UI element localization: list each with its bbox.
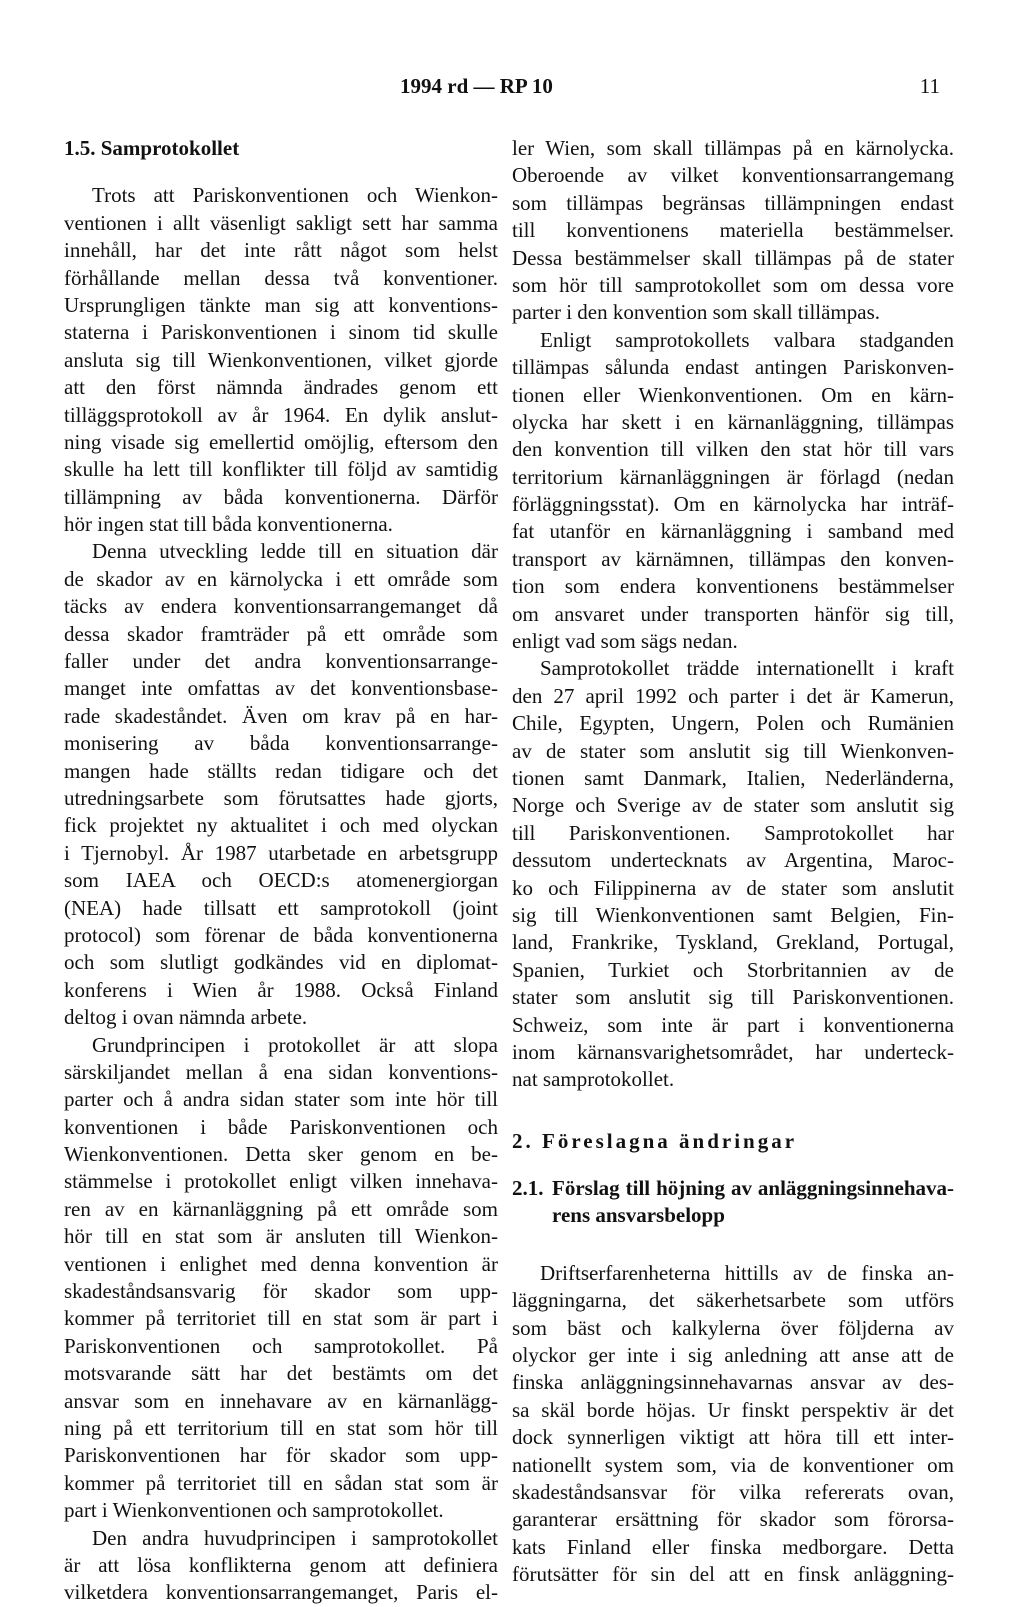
text-line: förutsätter för sin del att en finsk anläggning- <box>512 1562 954 1587</box>
text-line: hör till en stat som är ansluten till Wienkon- <box>64 1224 498 1249</box>
text-line: som tillämpas begränsas tillämpningen endast <box>512 190 954 215</box>
text-line: kommer på territoriet till en stat som är part i <box>64 1306 498 1331</box>
text-line: dessutom undertecknats av Argentina, Maroc- <box>512 848 954 873</box>
section-heading-2-1 <box>512 1175 954 1202</box>
text-line: faller under det andra konventionsarrange- <box>64 649 498 674</box>
text-line: ning visade sig emellertid omöjlig, eftersom den <box>64 429 498 454</box>
section-number: 2.1. <box>512 1176 544 1201</box>
section-heading-2: 2. Föreslagna ändringar <box>512 1128 798 1153</box>
text-line: och som slutligt godkändes vid en diplomat- <box>64 950 498 975</box>
text-line: som bäst och kalkylerna över följderna av <box>512 1315 954 1340</box>
text-line: Dessa bestämmelser skall tillämpas på de stater <box>512 245 954 270</box>
text-line: utredningsarbete som förutsattes hade gjorts, <box>64 785 498 810</box>
text-line: tillämpning av båda konventionerna. Därför <box>64 484 498 509</box>
text-line: deltog i ovan nämnda arbete. <box>64 1005 308 1030</box>
text-line: av de stater som anslutit sig till Wienkonven- <box>512 738 954 763</box>
text-line: ren av en kärnanläggning på ett område som <box>64 1196 498 1221</box>
text-line: skadeståndsansvar för vilka refererats ovan, <box>512 1479 954 1504</box>
text-line: ventionen i enlighet med denna konvention är <box>64 1251 498 1276</box>
paragraph <box>64 182 498 538</box>
text-line: manget inte omfattas av det konventionsbase- <box>64 676 498 701</box>
text-line: rade skadeståndet. Även om krav på en har- <box>64 703 498 728</box>
text-line: (NEA) hade tillsatt ett samprotokoll (joint <box>64 895 498 920</box>
text-line: är att lösa konflikterna genom att definiera <box>64 1552 498 1577</box>
text-line: i Tjernobyl. År 1987 utarbetade en arbetsgrupp <box>64 840 498 865</box>
text-line: fick projektet ny aktualitet i och med olyckan <box>64 813 498 838</box>
text-line: olyckor ger inte i sig anledning att anse att de <box>512 1343 954 1368</box>
text-line: att den först nämnda ändrades genom ett <box>64 375 498 400</box>
text-line: särskiljandet mellan å ena sidan konventions- <box>64 1059 498 1084</box>
right-column <box>512 135 954 1589</box>
text-line: Oberoende av vilket konventionsarrangemang <box>512 163 954 188</box>
text-line: vilketdera konventionsarrangemanget, Paris el- <box>64 1580 498 1605</box>
text-line: ventionen i allt väsenligt sakligt sett har samma <box>64 210 498 235</box>
text-line: parter i den konvention som skall tillämpas. <box>512 300 881 325</box>
text-line: mangen hade ställts redan tidigare och det <box>64 758 498 783</box>
text-line: stämmelse i protokollet enligt vilken innehava- <box>64 1169 498 1194</box>
text-line: skadeståndsansvarig för skador som upp- <box>64 1279 498 1304</box>
text-line: fat utanför en kärnanläggning i samband med <box>512 519 954 544</box>
text-line: enligt vad som sägs nedan. <box>512 629 738 654</box>
text-line: ansvar som en innehavare av en kärnanlägg- <box>64 1388 498 1413</box>
text-line: Den andra huvudprincipen i samprotokollet <box>92 1525 498 1550</box>
text-line: territorium kärnanläggningen är förlagd (nedan <box>512 464 954 489</box>
paragraph <box>512 655 954 1093</box>
text-line: part i Wienkonventionen och samprotokollet. <box>64 1498 444 1523</box>
text-line: Norge och Sverige av de stater som anslutit sig <box>512 793 954 818</box>
text-line: som IAEA och OECD:s atomenergiorgan <box>64 868 498 893</box>
text-line: den konvention till vilken den stat hör till vars <box>512 437 954 462</box>
text-line: parter och å andra sidan stater som inte hör till <box>64 1087 498 1112</box>
text-line: garanterar ersättning för skador som förorsa- <box>512 1507 954 1532</box>
text-line: till konventionens materiella bestämmelser. <box>512 218 954 243</box>
text-line: tionen eller Wienkonventionen. Om en kärn- <box>512 382 954 407</box>
text-line: om ansvaret under transporten hänför sig till, <box>512 601 954 626</box>
text-line: Schweiz, som inte är part i konventionerna <box>512 1012 954 1037</box>
text-line: dock synnerligen viktigt att höra till ett inter- <box>512 1425 954 1450</box>
text-line: den 27 april 1992 och parter i det är Kamerun, <box>512 683 954 708</box>
text-line: Spanien, Turkiet och Storbritannien av de <box>512 957 954 982</box>
section-title-line-1: Förslag till höjning av anläggningsinnehava- <box>552 1176 954 1201</box>
text-line: förläggningsstat). Om en kärnolycka har inträf- <box>512 492 954 517</box>
text-line: stater som anslutit sig till Pariskonventionen. <box>512 985 954 1010</box>
section-title-line-2: rens ansvarsbelopp <box>552 1203 725 1228</box>
paragraph <box>512 327 954 656</box>
text-line: tilläggsprotokoll av år 1964. En dylik anslut- <box>64 402 498 427</box>
text-line: Denna utveckling ledde till en situation där <box>92 539 498 564</box>
page-number: 11 <box>919 74 940 98</box>
text-line: ler Wien, som skall tillämpas på en kärnolycka. <box>512 136 954 160</box>
text-line: ning på ett territorium till en stat som hör till <box>64 1415 498 1440</box>
text-line: land, Frankrike, Tyskland, Grekland, Portugal, <box>512 930 954 955</box>
text-line: staterna i Pariskonventionen i sinom tid skulle <box>64 320 498 345</box>
paragraph <box>512 1260 954 1589</box>
text-line: som hör till samprotokollet som om dessa vore <box>512 272 954 297</box>
text-line: kats Finland eller finska medborgare. Detta <box>512 1534 954 1559</box>
text-line: inom kärnansvarighetsområdet, har underteck- <box>512 1039 954 1064</box>
text-line: tion som endera konventionens bestämmelser <box>512 574 954 599</box>
text-line: Trots att Pariskonventionen och Wienkon- <box>92 183 498 208</box>
text-line: Samprotokollet trädde internationellt i kraft <box>540 656 954 681</box>
text-line: monisering av båda konventionsarrange- <box>64 731 498 756</box>
page-header <box>0 74 1024 104</box>
text-line: läggningarna, det säkerhetsarbete som utförs <box>512 1288 954 1313</box>
text-line: transport av kärnämnen, tillämpas den konven- <box>512 546 954 571</box>
text-line: till Pariskonventionen. Samprotokollet har <box>512 820 954 845</box>
text-line: skulle ha lett till konflikter till följd av samtidig <box>64 457 498 482</box>
paragraph <box>64 1525 498 1607</box>
text-line: motsvarande sätt har det bestämts om det <box>64 1361 498 1386</box>
text-line: de skador av en kärnolycka i ett område som <box>64 566 498 591</box>
text-line: kommer på territoriet till en sådan stat som är <box>64 1470 498 1495</box>
text-line: nationellt system som, via de konventioner om <box>512 1452 954 1477</box>
paragraph <box>64 1032 498 1525</box>
text-line: ko och Filippinerna av de stater som anslutit <box>512 875 954 900</box>
text-line: tillämpas sålunda endast antingen Pariskonven- <box>512 355 954 380</box>
text-line: sa skäl borde höjas. Ur finskt perspektiv är det <box>512 1397 954 1422</box>
text-line: täcks av endera konventionsarrangemanget då <box>64 594 498 619</box>
text-line: nat samprotokollet. <box>512 1067 675 1092</box>
text-line: innehåll, har det inte rått något som helst <box>64 238 498 263</box>
text-line: Chile, Egypten, Ungern, Polen och Rumänien <box>512 711 954 736</box>
text-line: olycka har skett i en kärnanläggning, tillämpas <box>512 409 954 434</box>
text-line: Wienkonventionen. Detta sker genom en be- <box>64 1142 498 1167</box>
text-line: ansluta sig till Wienkonventionen, vilket gjorde <box>64 347 498 372</box>
text-line: hör ingen stat till båda konventionerna. <box>64 512 393 537</box>
text-line: tionen samt Danmark, Italien, Nederländerna, <box>512 765 954 790</box>
text-line: dessa skador framträder på ett område som <box>64 621 498 646</box>
text-line: Pariskonventionen har för skador som upp- <box>64 1443 498 1468</box>
text-line: Enligt samprotokollets valbara stadganden <box>540 327 954 352</box>
text-line: protocol) som förenar de båda konventionerna <box>64 922 498 947</box>
text-line: Grundprincipen i protokollet är att slopa <box>92 1032 498 1057</box>
paragraph <box>512 135 954 327</box>
running-title: 1994 rd — RP 10 <box>400 74 553 98</box>
text-line: konventionen i både Pariskonventionen och <box>64 1114 498 1139</box>
text-line: finska anläggningsinnehavarnas ansvar av des- <box>512 1370 954 1395</box>
paragraph <box>64 538 498 1031</box>
text-line: Pariskonventionen och samprotokollet. På <box>64 1333 498 1358</box>
text-line: sig till Wienkonventionen samt Belgien, Fin- <box>512 902 954 927</box>
left-column <box>64 135 498 1607</box>
text-line: Ursprungligen tänkte man sig att konventions- <box>64 292 498 317</box>
text-line: förhållande mellan dessa två konventioner. <box>64 265 498 290</box>
section-heading-1-5: 1.5. Samprotokollet <box>64 136 240 160</box>
text-line: konferens i Wien år 1988. Också Finland <box>64 977 498 1002</box>
text-line: Driftserfarenheterna hittills av de finska an- <box>540 1260 954 1285</box>
